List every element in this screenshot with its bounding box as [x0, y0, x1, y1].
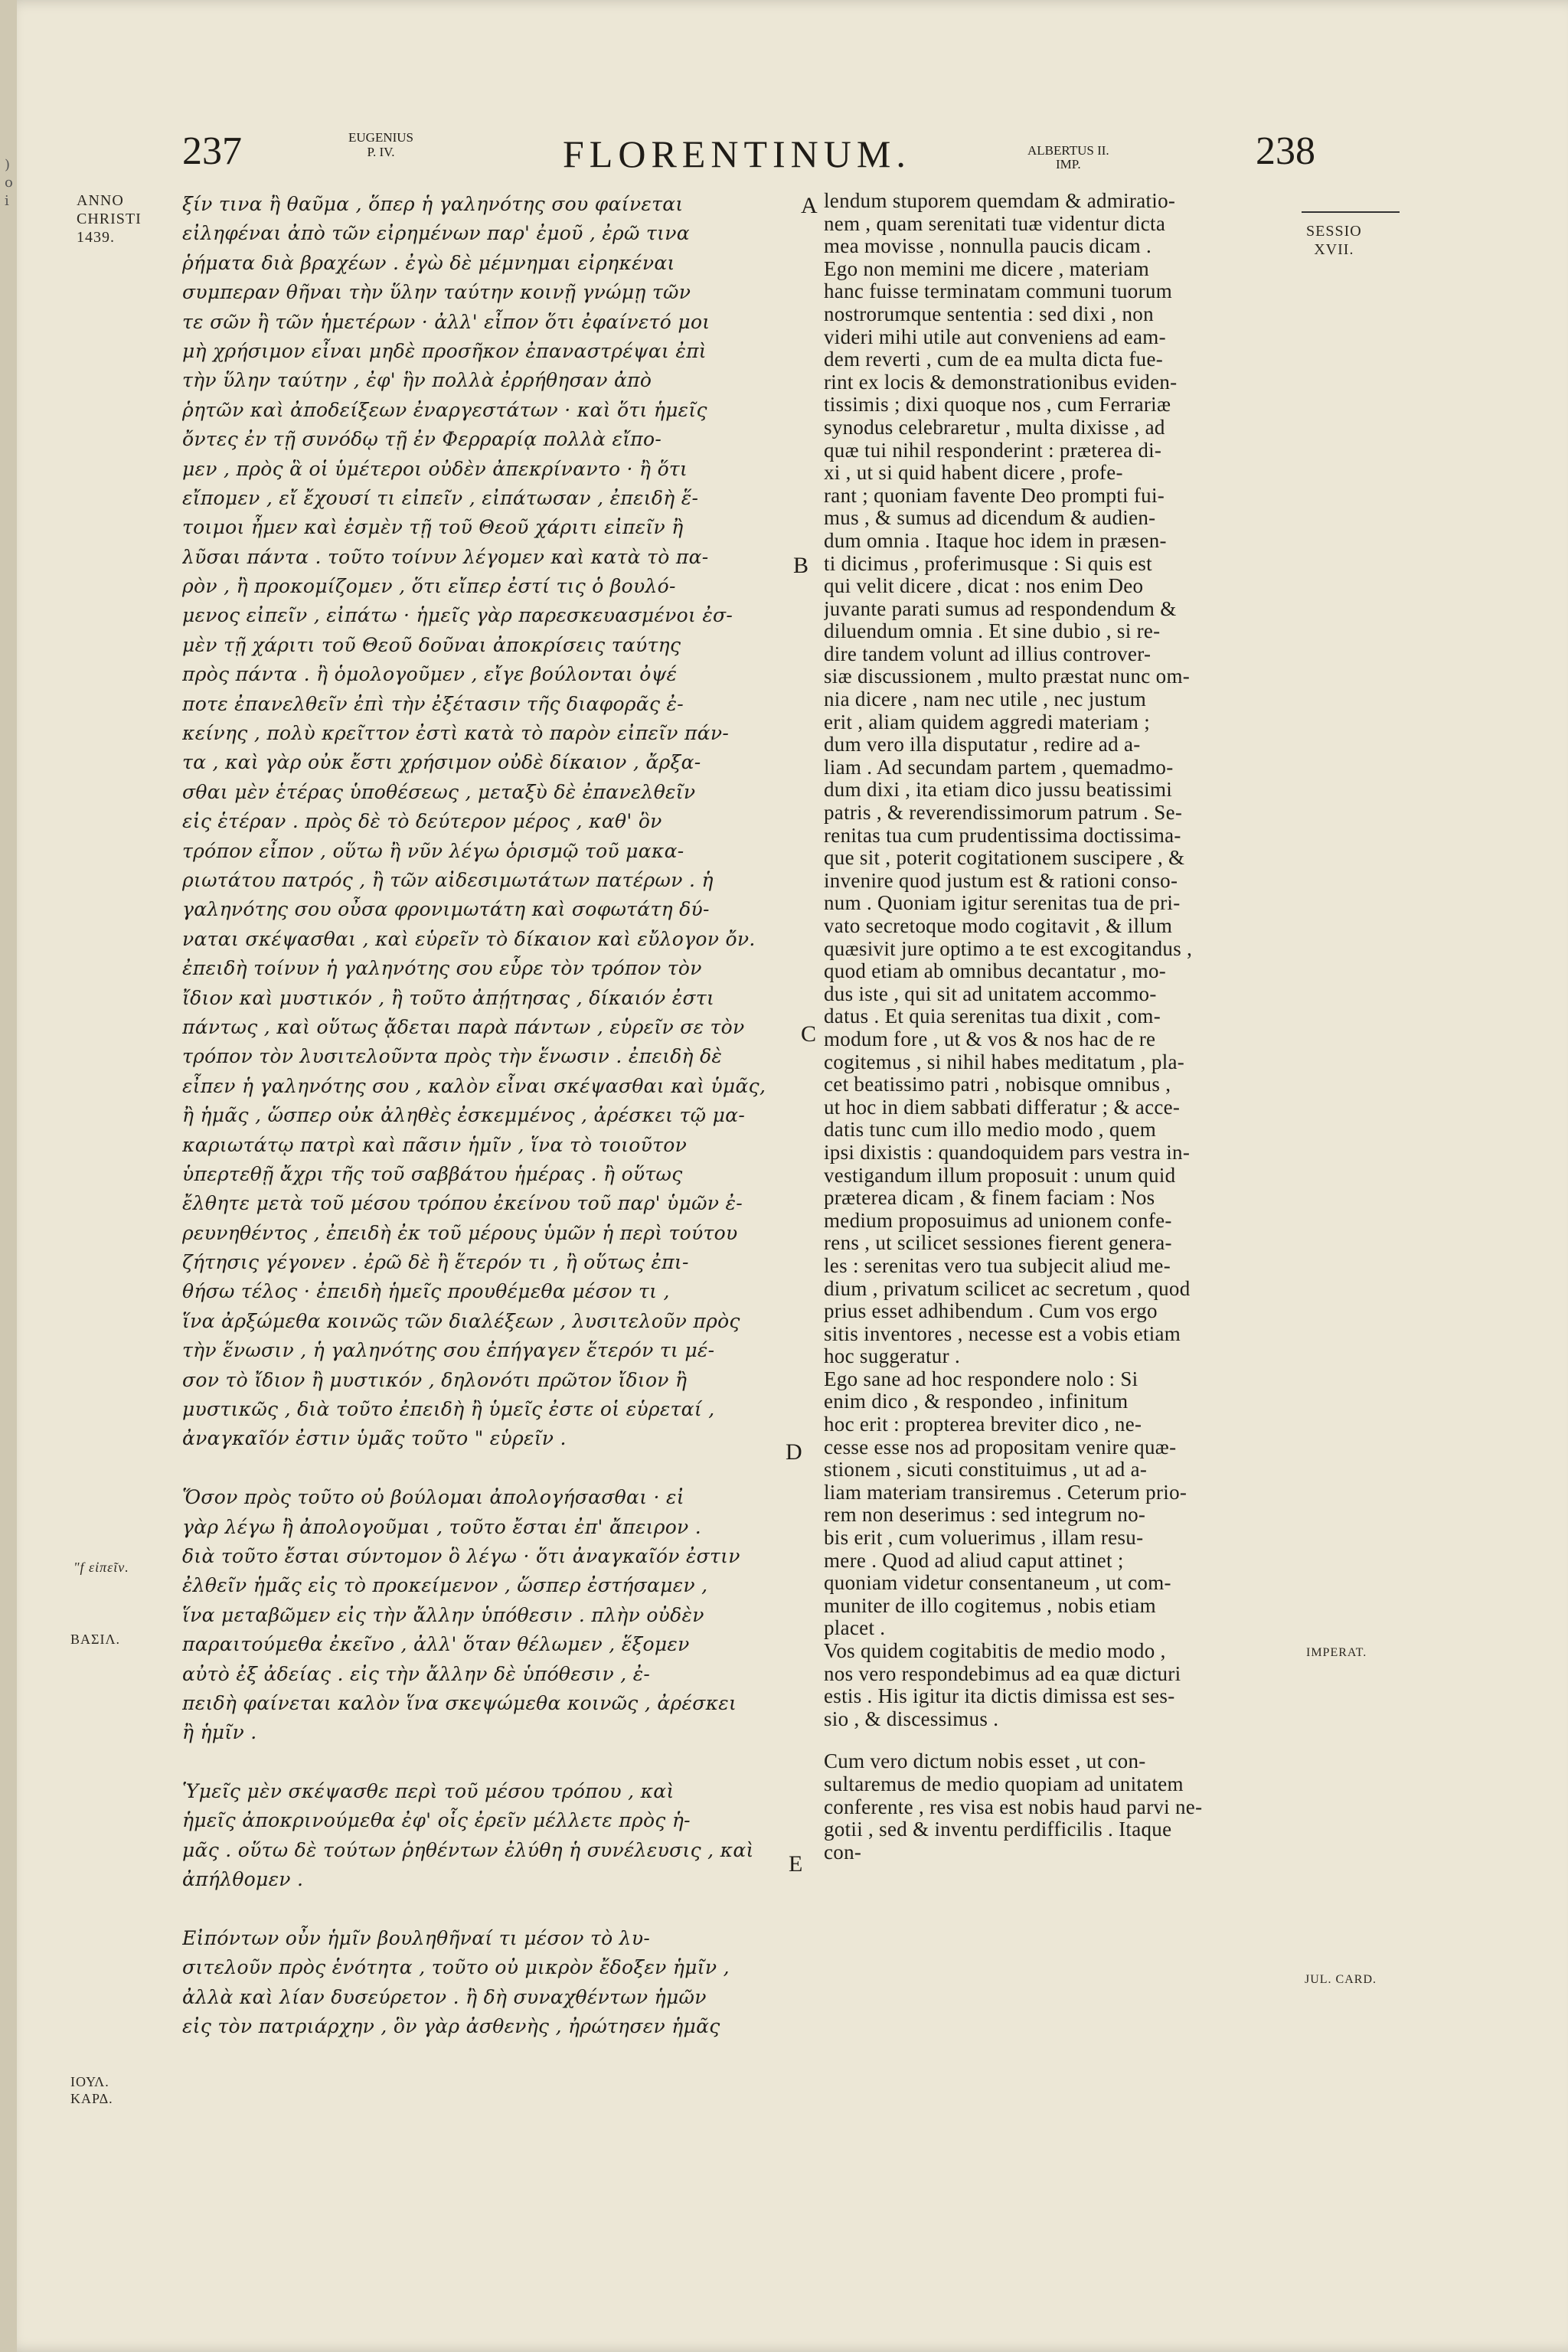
latin-line: hoc erit : propterea breviter dico , ne- — [824, 1413, 1142, 1436]
latin-line: nia dicere , nam nec utile , nec justum — [824, 688, 1147, 711]
section-letter-b: B — [793, 553, 809, 578]
greek-line: ρευνηθέντος , ἐπειδὴ ἐκ τοῦ μέρους ὑμῶν ἡ περὶ τούτου — [182, 1221, 738, 1244]
greek-line: σθαι μὲν ἑτέρας ὑποθέσεως , μεταξὺ δὲ ἐπανελθεῖν — [182, 780, 696, 803]
margin-anno-christi: ANNO CHRISTI 1439. — [77, 192, 142, 246]
greek-line: σον τὸ ἴδιον ἢ μυστικόν , δηλονότι πρῶτον ἴδιον ἢ — [182, 1368, 688, 1391]
greek-line: ἢ ἡμᾶς , ὥσπερ οὐκ ἀληθὲς ἐσκεμμένος , ἀρέσκει τῷ μα- — [182, 1104, 746, 1127]
greek-line: ἔλθητε μετὰ τοῦ μέσου τρόπου ἐκείνου τοῦ παρ' ὑμῶν ἐ- — [182, 1192, 743, 1215]
running-title: FLORENTINUM. — [563, 132, 911, 175]
latin-line: videri mihi utile aut conveniens ad eam- — [824, 325, 1166, 348]
margin-sessio: SESSIO XVII. — [1306, 223, 1362, 258]
binding-gutter: ) o i — [0, 0, 17, 2352]
greek-line — [182, 1454, 787, 1483]
latin-line: que sit , poterit cogitationem suscipere , & — [824, 847, 1185, 870]
latin-line: vestigandum illum proposuit : unum quid — [824, 1164, 1176, 1187]
greek-line: ἀναγκαῖόν ἐστιν ὑμᾶς τοῦτο " εὑρεῖν . — [182, 1427, 567, 1450]
latin-line: rem non deserimus : sed integrum no- — [824, 1504, 1146, 1527]
latin-line: placet . — [824, 1617, 886, 1640]
latin-line: rint ex locis & demonstrationibus eviden- — [824, 371, 1178, 394]
latin-line: dum vero illa disputatur , redire ad a- — [824, 733, 1141, 756]
greek-line: καριωτάτῳ πατρὶ καὶ πᾶσιν ἡμῖν , ἵνα τὸ τοιοῦτον — [182, 1133, 688, 1156]
greek-line: σιτελοῦν πρὸς ἑνότητα , τοῦτο οὐ μικρὸν ἔδοξεν ἡμῖν , — [182, 1956, 730, 1979]
greek-line: ἴδιον καὶ μυστικόν , ἢ τοῦτο ἀπῄτησας , δίκαιόν ἐστι — [182, 986, 715, 1009]
greek-line: μὲν τῇ χάριτι τοῦ Θεοῦ δοῦναι ἀποκρίσεις ταύτης — [182, 633, 681, 656]
latin-line: hoc suggeratur . — [824, 1345, 960, 1368]
greek-line: πειδὴ φαίνεται καλὸν ἵνα σκεψώμεθα κοινῶς , ἀρέσκει — [182, 1691, 737, 1714]
greek-line: ρὸν , ἢ προκομίζομεν , ὅτι εἴπερ ἐστί τις ὁ βουλό- — [182, 575, 676, 598]
greek-line: τρόπον εἶπον , οὕτω ἢ νῦν λέγω ὁρισμῷ τοῦ μακα- — [182, 839, 684, 862]
latin-line: tissimis ; dixi quoque nos , cum Ferrariæ — [824, 394, 1171, 416]
greek-line: αὐτὸ ἐξ ἀδείας . εἰς τὴν ἄλλην δὲ ὑπόθεσιν , ἐ- — [182, 1662, 651, 1685]
greek-line: Εἰπόντων οὖν ἡμῖν βουληθῆναί τι μέσον τὸ λυ- — [182, 1927, 651, 1950]
latin-line: sitis inventores , necesse est a vobis etiam — [824, 1322, 1181, 1345]
latin-line: vato secretoque modo cogitavit , & illum — [824, 915, 1173, 937]
latin-line: les : serenitas vero tua subjecit aliud me- — [824, 1254, 1171, 1277]
greek-line: διὰ τοῦτο ἔσται σύντομον ὃ λέγω · ὅτι ἀναγκαῖόν ἐστιν — [182, 1544, 740, 1567]
greek-line: εἰς τὸν πατριάρχην , ὃν γὰρ ἀσθενὴς , ἠρώτησεν ἡμᾶς — [182, 2015, 720, 2038]
latin-line: Ego non memini me dicere , materiam — [824, 257, 1150, 280]
greek-line: ἀλλὰ καὶ λίαν δυσεύρετον . ἢ δὴ συναχθέντων ἡμῶν — [182, 1985, 707, 2008]
greek-line: λῦσαι πάντα . τοῦτο τοίνυν λέγομεν καὶ κατὰ τὸ πα- — [182, 545, 709, 568]
latin-line: muniter de illo cogitemus , nobis etiam — [824, 1594, 1156, 1617]
greek-line: εἴπομεν , εἴ ἔχουσί τι εἰπεῖν , εἰπάτωσαν , ἐπειδὴ ἕ- — [182, 486, 699, 509]
section-letter-d: D — [786, 1439, 802, 1465]
latin-line: liam . Ad secundam partem , quemadmo- — [824, 756, 1174, 779]
latin-line: estis . His igitur ita dictis dimissa est ses- — [824, 1685, 1175, 1708]
latin-line: num . Quoniam igitur serenitas tua de pri- — [824, 892, 1181, 915]
margin-speaker-basil: ΒΑΣΙΛ. — [70, 1632, 121, 1647]
latin-line: erit , aliam quidem aggredi materiam ; — [824, 710, 1150, 733]
latin-line: renitas tua cum prudentissima doctissima- — [824, 824, 1181, 847]
greek-line: κείνης , πολὺ κρεῖττον ἐστὶ κατὰ τὸ παρὸν εἰπεῖν πάν- — [182, 722, 730, 745]
latin-line: modum fore , ut & vos & nos hac de re — [824, 1027, 1156, 1050]
greek-line: ἐλθεῖν ἡμᾶς εἰς τὸ προκείμενον , ὥσπερ ἐστήσαμεν , — [182, 1574, 708, 1597]
greek-line: ποτε ἐπανελθεῖν ἐπὶ τὴν ἐξέτασιν τῆς διαφορᾶς ἐ- — [182, 692, 684, 715]
margin-speaker-jul-card: ΙΟΥΛ. ΚΑΡΔ. — [70, 2074, 113, 2106]
latin-line: gotii , sed & inventu perdifficilis . Itaque — [824, 1818, 1172, 1841]
greek-line: ἵνα ἀρξώμεθα κοινῶς τῶν διαλέξεων , λυσιτελοῦν πρὸς — [182, 1309, 740, 1332]
latin-line: dum dixi , ita etiam dico jussu beatissimi — [824, 779, 1173, 802]
section-letter-a: A — [801, 193, 818, 218]
latin-line: con- — [824, 1841, 862, 1864]
latin-line: liam materiam transiremus . Ceterum prio- — [824, 1481, 1187, 1504]
latin-line: ut hoc in diem sabbati differatur ; & acce- — [824, 1096, 1181, 1119]
latin-line: invenire quod justum est & rationi conso- — [824, 869, 1178, 892]
greek-line: γὰρ λέγω ἢ ἀπολογοῦμαι , τοῦτο ἔσται ἐπ' ἄπειρον . — [182, 1515, 702, 1538]
latin-line: nos vero respondebimus ad ea quæ dicturi — [824, 1662, 1181, 1685]
greek-line: εἶπεν ἡ γαληνότης σου , καλὸν εἶναι σκέψασθαι καὶ ὑμᾶς, — [182, 1074, 766, 1097]
latin-line: mea movisse , nonnulla paucis dicam . — [824, 235, 1152, 258]
greek-line: ῥητῶν καὶ ἀποδείξεων ἐναργεστάτων · καὶ ὅτι ἡμεῖς — [182, 398, 707, 421]
greek-line: συμπεραν θῆναι τὴν ὕλην ταύτην κοινῇ γνώμῃ τῶν — [182, 281, 691, 304]
latin-line: rens , ut scilicet sessiones fierent genera- — [824, 1232, 1172, 1255]
greek-line: τα , καὶ γὰρ οὐκ ἔστι χρήσιμον οὐδὲ δίκαιον , ἄρξα- — [182, 751, 701, 774]
latin-line: Ego sane ad hoc respondere nolo : Si — [824, 1367, 1138, 1390]
greek-line: ἐπειδὴ τοίνυν ἡ γαληνότης σου εὗρε τὸν τρόπον τὸν — [182, 957, 702, 980]
greek-line: μυστικῶς , διὰ τοῦτο ἐπειδὴ ἢ ὑμεῖς ἐστε οἱ εὑρεταί , — [182, 1398, 715, 1421]
greek-line: μενος εἰπεῖν , εἰπάτω · ἡμεῖς γὰρ παρεσκευασμένοι ἐσ- — [182, 604, 733, 627]
greek-line: ὑπερτεθῇ ἄχρι τῆς τοῦ σαββάτου ἡμέρας . ἢ οὕτως — [182, 1162, 683, 1185]
greek-line: εἰς ἑτέραν . πρὸς δὲ τὸ δεύτερον μέρος , καθ' ὃν — [182, 810, 662, 833]
greek-line: τὴν ὕλην ταύτην , ἐφ' ἣν πολλὰ ἐρρήθησαν ἀπὸ — [182, 369, 652, 392]
latin-line — [824, 1730, 1318, 1750]
greek-line — [182, 1895, 787, 1924]
latin-line: dus iste , qui sit ad unitatem accommo- — [824, 982, 1157, 1005]
running-head-right: ALBERTUS II. IMP. — [1027, 143, 1109, 172]
margin-jul-card: JUL. CARD. — [1305, 1973, 1377, 1986]
latin-line: dum omnia . Itaque hoc idem in præsen- — [824, 529, 1167, 552]
latin-line: cogitemus , si nihil habes meditatum , pla- — [824, 1050, 1185, 1073]
latin-line: quoniam videtur consentaneum , ut com- — [824, 1572, 1171, 1595]
latin-line: quod etiam ab omnibus decantatur , mo- — [824, 960, 1167, 983]
latin-line: lendum stuporem quemdam & admiratio- — [824, 190, 1176, 212]
latin-line: bis erit , cum voluerimus , illam resu- — [824, 1527, 1144, 1550]
latin-column — [824, 190, 1318, 1864]
greek-line: ἵνα μεταβῶμεν εἰς τὴν ἄλλην ὑπόθεσιν . πλὴν οὐδὲν — [182, 1603, 704, 1626]
latin-line: ipsi dixistis : quandoquidem pars vestra in- — [824, 1141, 1191, 1164]
greek-line: μεν , πρὸς ἃ οἱ ὑμέτεροι οὐδὲν ἀπεκρίναντο · ἢ ὅτι — [182, 457, 688, 480]
latin-line: rant ; quoniam favente Deo prompti fui- — [824, 484, 1165, 507]
greek-line: ριωτάτου πατρός , ἢ τῶν αἰδεσιμωτάτων πατέρων . ἡ — [182, 868, 714, 891]
greek-line: τὴν ἕνωσιν , ἡ γαληνότης σου ἐπήγαγεν ἕτερόν τι μέ- — [182, 1339, 715, 1362]
latin-line: prius esset adhibendum . Cum vos ergo — [824, 1300, 1158, 1323]
greek-line: μᾶς . οὕτω δὲ τούτων ῥηθέντων ἐλύθη ἡ συνέλευσις , καὶ — [182, 1838, 754, 1861]
latin-line: mere . Quod ad aliud caput attinet ; — [824, 1549, 1124, 1572]
latin-line: synodus celebraretur , multa dixisse , ad — [824, 416, 1165, 439]
right-page-number: 238 — [1256, 129, 1315, 173]
latin-line: mus , & sumus ad dicendum & audien- — [824, 507, 1156, 530]
greek-line — [182, 1748, 787, 1777]
greek-line: εἰληφέναι ἀπὸ τῶν εἰρημένων παρ' ἐμοῦ , ἐρῶ τινα — [182, 222, 690, 245]
latin-line: dium , privatum scilicet ac secretum , quod — [824, 1277, 1191, 1300]
latin-line: præterea dicam , & finem faciam : Nos — [824, 1187, 1155, 1210]
latin-line: quæ tui nihil responderint : præterea di- — [824, 439, 1162, 462]
latin-line: nem , quam serenitati tuæ videntur dicta — [824, 212, 1166, 235]
latin-line: quæsivit jure optimo a te est excogitandus , — [824, 937, 1193, 960]
latin-line: datis tunc cum illo medio modo , quem — [824, 1119, 1157, 1142]
latin-line: medium proposuimus ad unionem confe- — [824, 1209, 1172, 1232]
greek-line: παραιτούμεθα ἐκεῖνο , ἀλλ' ὅταν θέλωμεν , ἕξομεν — [182, 1633, 690, 1656]
greek-line: πάντως , καὶ οὕτως ᾄδεται παρὰ πάντων , εὑρεῖν σε τὸν — [182, 1015, 745, 1038]
greek-line: γαληνότης σου οὖσα φρονιμωτάτη καὶ σοφωτάτη δύ- — [182, 898, 710, 921]
section-letter-e: E — [789, 1851, 803, 1877]
latin-line: dem reverti , cum de ea multa dicta fue- — [824, 348, 1164, 371]
latin-line: patris , & reverendissimorum patrum . Se- — [824, 802, 1183, 825]
greek-line: Ὑμεῖς μὲν σκέψασθε περὶ τοῦ μέσου τρόπου , καὶ — [182, 1780, 675, 1803]
latin-line: cet beatissimo patri , nobisque omnibus , — [824, 1073, 1171, 1096]
greek-line: ἀπήλθομεν . — [182, 1868, 304, 1891]
latin-line: conferente , res visa est nobis haud parvi ne- — [824, 1795, 1203, 1818]
latin-line: nostrorumque sententia : sed dixi , non — [824, 302, 1154, 325]
greek-line: ἡμεῖς ἀποκρινούμεθα ἐφ' οἷς ἐρεῖν μέλλετε πρὸς ἡ- — [182, 1809, 691, 1832]
greek-line: ὄντες ἐν τῇ συνόδῳ τῇ ἐν Φερραρίᾳ πολλὰ εἴπο- — [182, 428, 662, 451]
greek-line: ζήτησις γέγονεν . ἐρῶ δὲ ἢ ἕτερόν τι , ἢ οὕτως ἐπι- — [182, 1251, 689, 1274]
greek-line: θήσω τέλος · ἐπειδὴ ἡμεῖς προυθέμεθα μέσον τι , — [182, 1280, 670, 1303]
greek-line: Ὅσον πρὸς τοῦτο οὐ βούλομαι ἀπολογήσασθαι · εἰ — [182, 1486, 684, 1509]
latin-line: xi , ut si quid habent dicere , profe- — [824, 462, 1123, 485]
latin-line: qui velit dicere , dicat : nos enim Deo — [824, 575, 1144, 598]
latin-line: ti dicimus , proferimusque : Si quis est — [824, 552, 1152, 575]
latin-line: hanc fuisse terminatam communi tuorum — [824, 280, 1172, 303]
greek-line: πρὸς πάντα . ἢ ὁμολογοῦμεν , εἴγε βούλονται ὀψέ — [182, 663, 678, 686]
greek-column — [182, 190, 787, 2042]
latin-line: enim dico , & respondeo , infinitum — [824, 1390, 1129, 1413]
greek-line: τρόπον τὸν λυσιτελοῦντα πρὸς τὴν ἕνωσιν . ἐπειδὴ δὲ — [182, 1045, 723, 1068]
left-page-number: 237 — [182, 129, 242, 173]
latin-line: cesse esse nos ad propositam venire quæ- — [824, 1436, 1177, 1459]
margin-imperat: IMPERAT. — [1306, 1646, 1367, 1659]
greek-line: ναται σκέψασθαι , καὶ εὑρεῖν τὸ δίκαιον καὶ εὔλογον ὄν. — [182, 927, 756, 950]
margin-footnote-f: "f εἰπεῖν. — [74, 1560, 129, 1575]
latin-line: Vos quidem cogitabitis de medio modo , — [824, 1640, 1166, 1662]
greek-line: ἢ ἡμῖν . — [182, 1721, 257, 1744]
latin-line: datus . Et quia serenitas tua dixit , com- — [824, 1005, 1161, 1028]
latin-line: Cum vero dictum nobis esset , ut con- — [824, 1750, 1146, 1773]
latin-line: stionem , sicuti constituimus , ut ad a- — [824, 1459, 1148, 1481]
latin-line: diluendum omnia . Et sine dubio , si re- — [824, 620, 1161, 643]
greek-line: τε σῶν ἢ τῶν ἡμετέρων · ἀλλ' εἶπον ὅτι ἐφαίνετό μοι — [182, 310, 710, 333]
greek-line: μὴ χρήσιμον εἶναι μηδὲ προσῆκον ἐπαναστρέψαι ἐπὶ — [182, 339, 707, 362]
latin-line: sio , & discessimus . — [824, 1707, 999, 1730]
latin-line: sultaremus de medio quopiam ad unitatem — [824, 1772, 1184, 1795]
greek-line: ξίν τινα ἢ θαῦμα , ὅπερ ἡ γαληνότης σου φαίνεται — [182, 193, 684, 215]
latin-line: siæ discussionem , multo præstat nunc om- — [824, 665, 1191, 688]
latin-line: juvante parati sumus ad respondendum & — [824, 597, 1177, 620]
section-letter-c: C — [801, 1021, 817, 1047]
greek-line: τοιμοι ἦμεν καὶ ἐσμὲν τῇ τοῦ Θεοῦ χάριτι εἰπεῖν ἢ — [182, 516, 684, 539]
latin-line: dire tandem volunt ad illius controver- — [824, 642, 1152, 665]
running-head-left: EUGENIUS P. IV. — [348, 130, 413, 159]
greek-line: ῥήματα διὰ βραχέων . ἐγὼ δὲ μέμνημαι εἰρηκέναι — [182, 251, 675, 274]
